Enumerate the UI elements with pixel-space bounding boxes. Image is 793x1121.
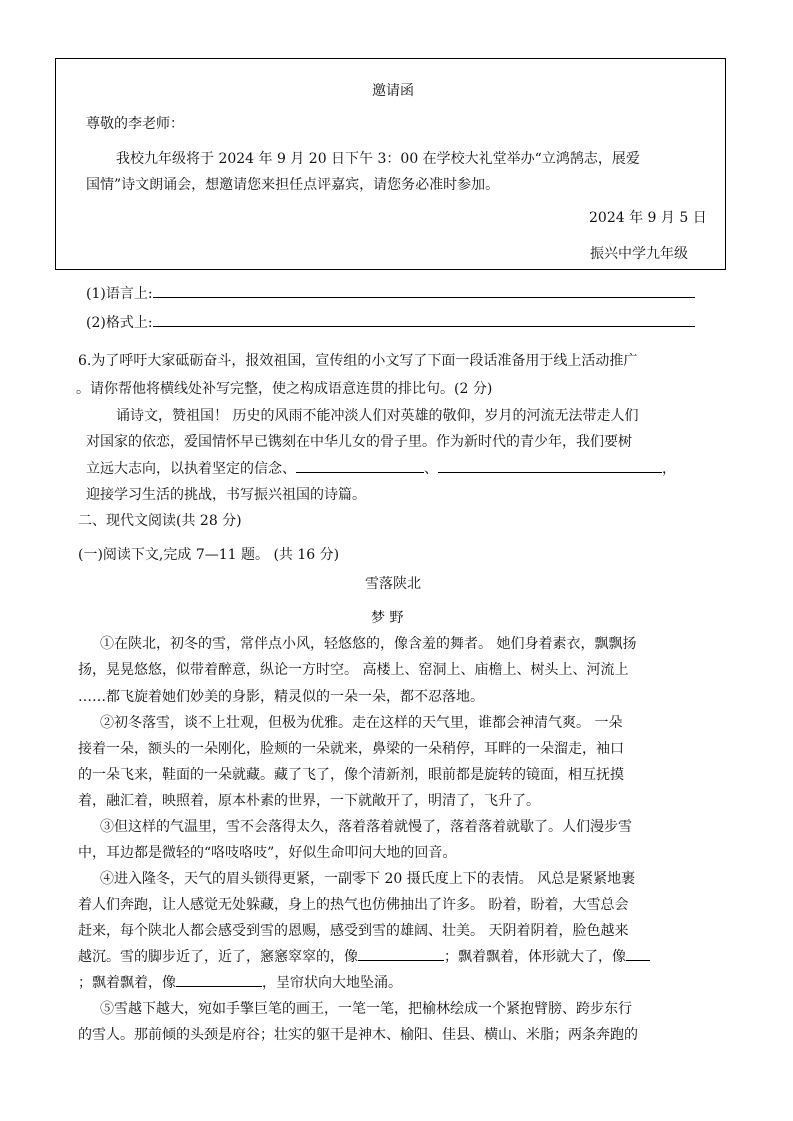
letter-body-line-2: 国情”诗文朗诵会，想邀请您来担任点评嘉宾，请您务必准时参加。 <box>86 177 500 193</box>
q6-line-2: 。请你帮他将横线处补写完整，使之构成语意连贯的排比句。(2 分) <box>76 381 493 397</box>
para3-line-2: 中，耳边都是微轻的“咯吱咯吱”，好似生命叩问大地的回音。 <box>78 845 457 861</box>
answer-blank[interactable] <box>358 946 444 961</box>
answer-blank[interactable] <box>153 283 695 298</box>
q5-item-1 <box>86 283 695 303</box>
para4-line-4-text: 越沉。雪的脚步近了，近了，窸窸窣窣的，像 <box>78 949 358 965</box>
answer-blank[interactable] <box>296 458 424 473</box>
para4-line-5 <box>78 972 402 992</box>
q6-comma: ， <box>662 461 676 477</box>
section-heading: 二、现代文阅读(共 28 分) <box>78 513 242 529</box>
q5-item-2 <box>86 312 695 332</box>
para4-line-3: 赶来，每个陕北人都会感受到雪的恩赐，感受到雪的雄阔、壮美。 天阴着阴着，脸色越来 <box>78 923 629 939</box>
answer-blank[interactable] <box>153 312 695 327</box>
para4-line-2: 着人们奔跑，让人感觉无处躲藏，身上的热气也仿佛抽出了许多。 盼着，盼着，大雪总会 <box>78 897 629 913</box>
para4-line-5-text-b: ，呈帘状向大地坠涌。 <box>262 975 402 991</box>
article-title: 雪落陕北 <box>365 576 421 592</box>
answer-blank[interactable] <box>626 946 650 961</box>
q6-para-line-2: 对国家的依恋，爱国情怀早已镌刻在中华儿女的骨子里。作为新时代的青少年，我们要树 <box>86 434 632 450</box>
subsection-heading: (一)阅读下文,完成 7—11 题。 (共 16 分) <box>78 547 340 563</box>
letter-title: 邀请函 <box>372 83 414 99</box>
letter-salutation: 尊敬的李老师： <box>86 116 184 132</box>
q6-para-line-1: 诵诗文，赞祖国！ 历史的风雨不能冲淡人们对英雄的敬仰，岁月的河流无法带走人们 <box>116 408 639 424</box>
para4-line-1: ④进入隆冬，天气的眉头锁得更紧，一副零下 20 摄氏度上下的表情。 风总是紧紧地裹 <box>100 871 636 887</box>
letter-date: 2024 年 9 月 5 日 <box>589 210 707 226</box>
para2-line-2: 接着一朵，额头的一朵刚化，脸颊的一朵就来，鼻梁的一朵稍停，耳畔的一朵溜走，袖口 <box>78 741 624 757</box>
para1-line-1: ①在陕北，初冬的雪，常伴点小风，轻悠悠的，像含羞的舞者。 她们身着素衣，飘飘扬 <box>100 636 637 652</box>
q5-item-1-label: (1)语言上: <box>86 286 153 302</box>
para3-line-1: ③但这样的气温里，雪不会落得太久，落着落着就慢了，落着落着就歇了。人们漫步雪 <box>100 819 632 835</box>
para5-line-1: ⑤雪越下越大，宛如手擎巨笔的画王，一笔一笔，把榆林绘成一个紧抱臂膀、跨步东行 <box>100 1001 632 1017</box>
para4-line-4-text-b: ；飘着飘着，体形就大了，像 <box>444 949 626 965</box>
para2-line-3: 的一朵飞来，鞋面的一朵就藏。藏了飞了，像个清新剂，眼前都是旋转的镜面，相互抚摸 <box>78 767 624 783</box>
q5-item-2-label: (2)格式上: <box>86 315 153 331</box>
q6-para-line-3-text: 立远大志向，以执着坚定的信念、 <box>86 461 296 477</box>
para4-line-5-text: ；飘着飘着，像 <box>78 975 176 991</box>
para1-line-3: ……都飞旋着她们妙美的身影，精灵似的一朵一朵，都不忍落地。 <box>78 689 484 705</box>
para1-line-2: 扬，晃晃悠悠，似带着醉意，纵论一方时空。 高楼上、窑洞上、庙檐上、树头上、河流上 <box>78 662 629 678</box>
para2-line-1: ②初冬落雪，谈不上壮观，但极为优雅。走在这样的天气里，谁都会神清气爽。 一朵 <box>100 715 623 731</box>
para4-line-4 <box>78 946 650 966</box>
answer-blank[interactable] <box>438 458 662 473</box>
para5-line-2: 的雪人。那前倾的头颈是府谷；壮实的躯干是神木、榆阳、佳县、横山、米脂；两条奔跑的 <box>78 1027 638 1043</box>
q6-para-line-4: 迎接学习生活的挑战，书写振兴祖国的诗篇。 <box>86 487 366 503</box>
answer-blank[interactable] <box>176 972 262 987</box>
letter-body-line-1: 我校九年级将于 2024 年 9 月 20 日下午 3：00 在学校大礼堂举办“立鸿鹄志，展爱 <box>116 151 640 167</box>
q6-separator: 、 <box>424 461 438 477</box>
para2-line-4: 着，融汇着，映照着，原本朴素的世界，一下就敞开了，明清了，飞升了。 <box>78 793 540 809</box>
q6-line-1: 6.为了呼吁大家砥砺奋斗，报效祖国，宣传组的小文写了下面一段话准备用于线上活动推广 <box>78 353 638 369</box>
article-author: 梦 野 <box>371 610 404 626</box>
q6-para-line-3 <box>86 458 676 478</box>
letter-signature: 振兴中学九年级 <box>590 246 688 262</box>
